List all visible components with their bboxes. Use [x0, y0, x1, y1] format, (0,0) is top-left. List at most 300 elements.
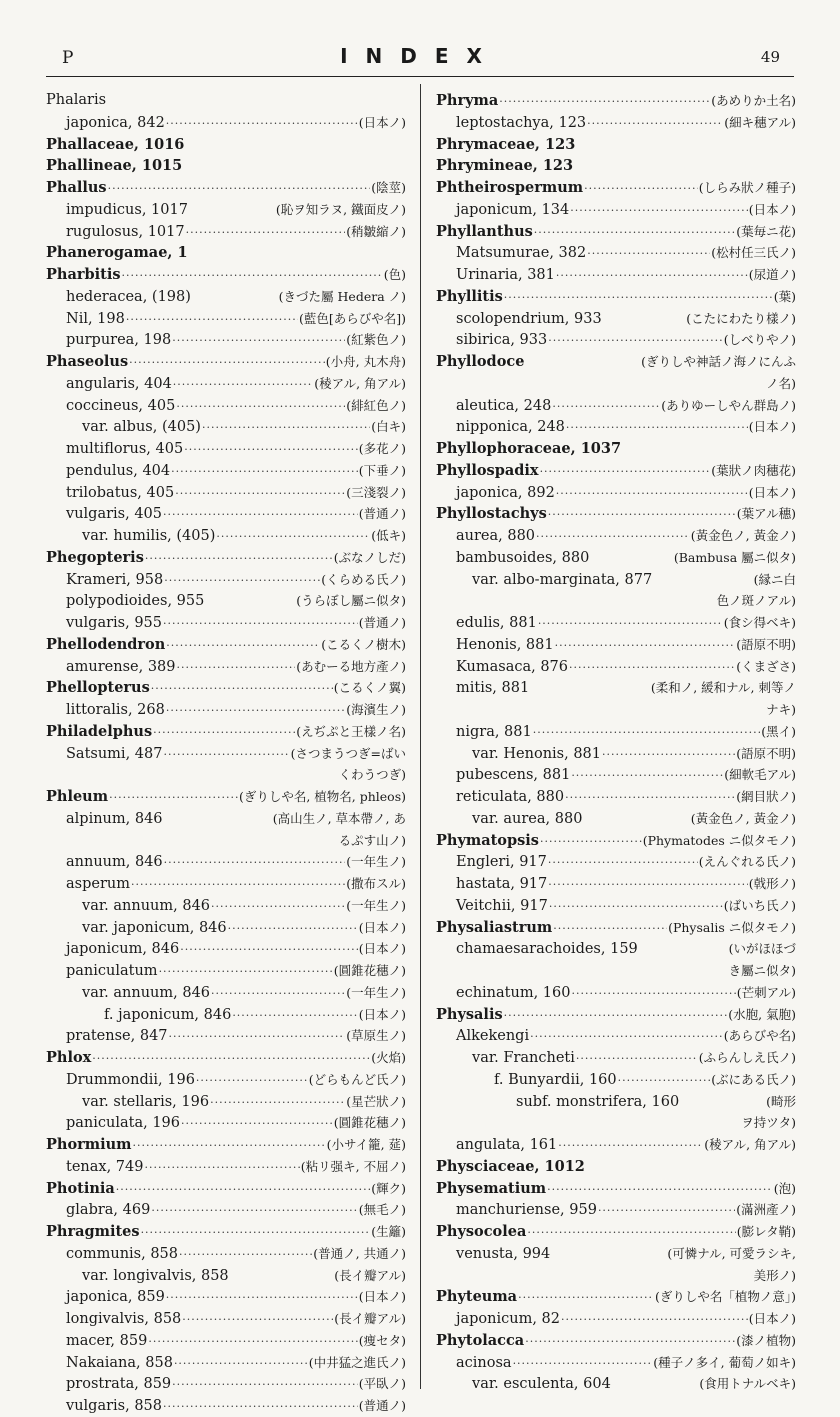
dot-leader: [182, 1309, 333, 1330]
dot-leader: [569, 657, 735, 678]
entry-name: Phellodendron: [46, 635, 166, 653]
gloss-text: (紅紫色ノ): [346, 332, 406, 348]
dot-leader: [552, 396, 660, 417]
dot-leader: [587, 243, 710, 264]
index-entry-species: [436, 329, 796, 351]
dot-leader: [172, 330, 345, 351]
index-entry-species: [436, 851, 796, 873]
gloss-text: (漆ノ植物): [736, 1332, 796, 1348]
dot-leader: [553, 918, 667, 939]
index-entry-species: [46, 1004, 406, 1026]
entry-name: var. stellaris, 196: [82, 1093, 210, 1110]
entry-name: paniculatum: [66, 963, 158, 979]
entry-name: nipponica, 248: [456, 419, 565, 436]
gloss-text: (黃金色ノ, 黃金ノ): [690, 810, 796, 826]
entry-name: var. annuum, 846: [82, 897, 211, 914]
entry-name: edulis, 881: [456, 615, 537, 631]
entry-name: coccineus, 405: [66, 397, 176, 414]
entry-name: Physaliastrum: [436, 918, 553, 936]
index-entry-species: [436, 1352, 796, 1374]
index-entry-species: [436, 873, 796, 895]
gloss-text: (中井猛之進氏ノ): [308, 1354, 406, 1370]
index-entry-species: [436, 743, 796, 765]
index-entry-species: [436, 808, 796, 830]
index-entry-species: [46, 1156, 406, 1178]
dot-leader: [179, 1244, 312, 1265]
index-entry-species: [436, 1047, 796, 1069]
gloss-text: (日本ノ): [748, 1311, 796, 1326]
gloss-text: (普通ノ): [358, 506, 406, 522]
gloss-text: (草原生ノ): [346, 1028, 406, 1044]
entry-name: Phalaris: [46, 92, 107, 108]
dot-leader: [164, 570, 320, 591]
dot-leader: [181, 1113, 333, 1134]
gloss-text: (語原不明): [736, 745, 796, 761]
dot-leader: [166, 635, 320, 656]
index-entry-species: [436, 1069, 796, 1091]
entry-name: Physciaceae, 1012: [436, 1157, 585, 1175]
index-entry-genus: [436, 90, 796, 112]
gloss-text: (日本ノ): [748, 484, 796, 500]
entry-name: alpinum, 846: [66, 810, 163, 827]
index-entry-genus: [436, 917, 796, 939]
entry-name: paniculata, 196: [66, 1115, 181, 1132]
gloss-text: (小舟, 丸木舟): [325, 354, 406, 369]
index-entry-species: [46, 851, 406, 873]
index-entry-genus: [46, 786, 406, 808]
gloss-text: (戟形ノ): [748, 876, 796, 891]
index-entry-genus: [436, 1004, 796, 1026]
dot-leader: [518, 1287, 654, 1308]
index-entry-genus: [46, 677, 406, 699]
index-entry-genus: [46, 1134, 406, 1156]
entry-name: var. humilis, (405): [82, 528, 216, 544]
entry-name: japonica, 892: [456, 484, 555, 501]
entry-name: tenax, 749: [66, 1158, 144, 1175]
gloss-text: (日本ノ): [748, 419, 796, 435]
dot-leader: [570, 200, 748, 221]
entry-name: rugulosus, 1017: [66, 223, 185, 240]
gloss-text: (普通ノ): [358, 615, 406, 630]
gloss-text: (語原不明): [736, 636, 796, 652]
gloss-text: (日本ノ): [358, 114, 406, 130]
gloss-text: (一年生ノ): [346, 984, 406, 1000]
index-entry-species: [46, 612, 406, 634]
dot-leader: [166, 113, 358, 134]
gloss-text: (葉毎ニ花): [736, 223, 796, 239]
gloss-text: (日本ノ): [358, 1006, 406, 1022]
dot-leader: [202, 417, 370, 438]
index-entry-species: [46, 1112, 406, 1134]
index-entry-genus: [46, 634, 406, 656]
gloss-text: (日本ノ): [358, 941, 406, 957]
dot-leader: [108, 178, 371, 199]
dot-leader: [92, 1048, 370, 1069]
entry-name: multiflorus, 405: [66, 441, 184, 457]
gloss-text: (食用トナルベキ): [699, 1376, 796, 1392]
entry-name: nigra, 881: [456, 723, 532, 740]
entry-name: impudicus, 1017: [66, 201, 188, 218]
dot-leader: [186, 222, 346, 243]
index-entry-genus: [436, 177, 796, 199]
entry-name: Physocolea: [436, 1223, 527, 1240]
entry-name: Phyllitis: [436, 287, 503, 305]
index-entry-species: [436, 1308, 796, 1330]
index-entry-genus: [46, 134, 406, 156]
gloss-text: (平臥ノ): [358, 1376, 406, 1392]
section-letter: P: [62, 48, 74, 68]
entry-name: reticulata, 880: [456, 789, 565, 805]
entry-name: Phaseolus: [46, 353, 129, 370]
gloss-text: (しらみ狀ノ種子): [698, 180, 796, 195]
index-entry-species: [46, 656, 406, 678]
index-entry-genus: [436, 286, 796, 308]
entry-name: Phragmites: [46, 1223, 140, 1240]
entry-name: Philadelphus: [46, 722, 153, 740]
entry-name: var. japonicum, 846: [82, 919, 227, 936]
gloss-text: 美形ノ): [753, 1267, 796, 1283]
gloss-text: (一年生ノ): [346, 854, 406, 870]
entry-name: acinosa: [456, 1354, 512, 1371]
gloss-text: (くらめる氏ノ): [321, 571, 406, 587]
dot-leader: [566, 417, 748, 438]
index-entry-species: [46, 917, 406, 939]
gloss-text: (えぢぷと王樣ノ名): [296, 723, 406, 739]
entry-name: polypodioides, 955: [66, 593, 205, 610]
index-entry-genus: [46, 155, 406, 177]
dot-leader: [174, 1353, 308, 1374]
index-entry-genus: [436, 221, 796, 243]
dot-leader: [540, 461, 711, 482]
column-divider: [420, 84, 421, 1389]
entry-name: Nil, 198: [66, 310, 125, 327]
dot-leader: [109, 787, 238, 808]
gloss-text: (こるくノ樹木): [321, 636, 406, 652]
dot-leader: [145, 548, 333, 569]
index-entry-species: [436, 1025, 796, 1047]
index-entry-species: [46, 1373, 406, 1395]
entry-name: japonicum, 846: [66, 941, 180, 958]
entry-name: venusta, 994: [456, 1245, 551, 1262]
index-entry-species: [436, 677, 796, 699]
entry-name: sibirica, 933: [456, 332, 548, 349]
dot-leader: [499, 91, 710, 112]
dot-leader: [180, 939, 358, 960]
gloss-text: (粘リ强キ, 不屈ノ): [300, 1158, 406, 1174]
entry-name: Matsumurae, 382: [456, 245, 587, 262]
index-entry-species: [436, 612, 796, 634]
index-entry-species: [46, 525, 406, 547]
dot-leader: [169, 1026, 346, 1047]
dot-leader: [173, 374, 314, 395]
gloss-text: (一年生ノ): [346, 897, 406, 913]
dot-leader: [536, 526, 690, 547]
entry-name: Phyllophoraceae, 1037: [436, 440, 622, 457]
dot-leader: [153, 722, 295, 743]
dot-leader: [116, 1179, 370, 1200]
entry-name: prostrata, 859: [66, 1376, 172, 1393]
entry-name: leptostachya, 123: [456, 114, 587, 131]
gloss-text: (Phymatodes ニ似タモノ): [642, 832, 796, 848]
index-entry-species: [436, 416, 796, 438]
dot-leader: [513, 1353, 653, 1374]
dot-leader: [166, 1287, 358, 1308]
gloss-text: (葉アル穗): [736, 506, 796, 522]
gloss-text: (畸形: [766, 1093, 796, 1109]
dot-leader: [148, 1331, 357, 1352]
index-entry-species: [46, 1352, 406, 1374]
entry-name: Pharbitis: [46, 266, 121, 283]
index-entry-species: [46, 1025, 406, 1047]
index-entry-species: [46, 438, 406, 460]
gloss-text: (ぎりしや名, 植物名, phleos): [238, 789, 406, 804]
gloss-text: (細キ穗アル): [724, 114, 796, 130]
gloss-text: るぷす山ノ): [338, 832, 406, 848]
entry-name: littoralis, 268: [66, 702, 165, 718]
dot-leader: [126, 309, 298, 330]
gloss-text: (滿洲產ノ): [736, 1202, 796, 1218]
dot-leader: [216, 526, 370, 547]
gloss-text: (ふらんしえ氏ノ): [698, 1050, 796, 1065]
entry-name: Phrymaceae, 123: [436, 135, 576, 153]
index-entry-genus: [46, 721, 406, 743]
dot-leader: [584, 178, 698, 199]
dot-leader: [177, 657, 296, 678]
entry-name: var. annuum, 846: [82, 984, 211, 1001]
gloss-text: (Bambusa 屬ニ似タ): [673, 549, 796, 565]
dot-leader: [548, 504, 736, 525]
gloss-text: (藍色[あらびや名]): [298, 310, 406, 326]
entry-name: Krameri, 958: [66, 571, 164, 588]
entry-name: amurense, 389: [66, 658, 176, 675]
index-entry-species: [46, 199, 406, 221]
index-entry-genus: [436, 1156, 796, 1178]
entry-name: chamaesarachoides, 159: [456, 941, 638, 958]
entry-name: vulgaris, 405: [66, 506, 162, 523]
entry-name: mitis, 881: [456, 680, 530, 697]
entry-name: Satsumi, 487: [66, 745, 163, 762]
index-entry-species: [436, 569, 796, 591]
dot-leader: [164, 852, 346, 873]
dot-leader: [172, 1374, 358, 1395]
dot-leader: [530, 1026, 723, 1047]
index-entry-species: [46, 1243, 406, 1265]
index-entry-genus: [436, 1330, 796, 1352]
index-entry-species: [436, 721, 796, 743]
gloss-text: (種子ノ多イ, 葡萄ノ如キ): [653, 1354, 796, 1370]
entry-name: manchuriense, 959: [456, 1202, 597, 1219]
gloss-text: (無毛ノ): [358, 1202, 406, 1218]
entry-name: Phormium: [46, 1136, 132, 1153]
gloss-text: (低キ): [371, 528, 406, 543]
index-entry-genus: [46, 1178, 406, 1200]
index-entry-species: [46, 808, 406, 830]
entry-name: scolopendrium, 933: [456, 310, 602, 327]
entry-name: var. longivalvis, 858: [82, 1267, 229, 1284]
dot-leader: [548, 330, 723, 351]
index-entry-species: [436, 482, 796, 504]
entry-name: f. japonicum, 846: [104, 1006, 232, 1023]
page-header: [0, 44, 840, 74]
dot-leader: [576, 1048, 698, 1069]
index-column-left: [46, 90, 406, 1417]
gloss-text: (恥ヲ知ラヌ, 鐵面皮ノ): [275, 201, 406, 217]
entry-name: aurea, 880: [456, 528, 536, 544]
index-entry-species: [436, 1243, 796, 1265]
gloss-text: (日本ノ): [358, 919, 406, 935]
gloss-text: (網目狀ノ): [736, 789, 796, 804]
entry-name: japonica, 842: [66, 114, 165, 131]
index-entry-species: [436, 895, 796, 917]
gloss-text: (ばいち氏ノ): [723, 897, 796, 913]
gloss-text: (稜アル, 角アル): [704, 1137, 796, 1152]
index-entry-species: [46, 743, 406, 765]
gloss-text: (圓錐花穗ノ): [333, 1115, 406, 1131]
dot-leader: [133, 1135, 326, 1156]
entry-name: Phellopterus: [46, 679, 150, 697]
gloss-text: (日本ノ): [358, 1289, 406, 1305]
entry-name: var. albus, (405): [82, 419, 201, 436]
page-number: 49: [760, 48, 780, 66]
index-entry-species: [436, 112, 796, 134]
entry-name: Engleri, 917: [456, 854, 547, 871]
index-entry-species: [46, 1199, 406, 1221]
gloss-text: (痩セタ): [358, 1332, 406, 1348]
gloss-text: (高山生ノ, 草本帶ノ, あ: [272, 810, 406, 826]
gloss-text: (撒布スル): [346, 876, 406, 891]
index-entry-species: [436, 264, 796, 286]
dot-leader: [176, 396, 345, 417]
gloss-text: (さつまうつぎ=ばい: [290, 745, 406, 761]
dot-leader: [163, 1396, 358, 1417]
gloss-text: (緋紅色ノ): [346, 397, 406, 413]
dot-leader: [504, 287, 773, 308]
gloss-text: (こるくノ翼): [333, 680, 406, 696]
entry-name: Physematium: [436, 1179, 547, 1197]
index-entry-species: [46, 1308, 406, 1330]
gloss-text: (黃金色ノ, 黃金ノ): [690, 528, 796, 543]
index-entry-species: [46, 373, 406, 395]
entry-name: trilobatus, 405: [66, 484, 175, 501]
entry-continuation: [436, 1265, 796, 1287]
gloss-text: ナキ): [766, 702, 796, 717]
gloss-text: (泡): [773, 1180, 796, 1196]
entry-name: Phyllospadix: [436, 461, 539, 479]
entry-name: Veitchii, 917: [456, 897, 548, 914]
gloss-text: (きづた屬 Hedera ノ): [278, 288, 406, 304]
entry-continuation: [436, 699, 796, 721]
header-rule: [46, 76, 794, 77]
dot-leader: [587, 113, 723, 134]
dot-leader: [175, 483, 345, 504]
entry-name: pubescens, 881: [456, 767, 571, 784]
dot-leader: [547, 1179, 773, 1200]
entry-name: Kumasaca, 876: [456, 658, 568, 675]
gloss-text: (陰莖): [371, 180, 406, 195]
entry-continuation: [46, 830, 406, 852]
dot-leader: [548, 874, 747, 895]
gloss-text: (ぶなノしだ): [333, 549, 406, 565]
dot-leader: [141, 1222, 371, 1243]
dot-leader: [122, 265, 383, 286]
gloss-text: (こたにわたり樣ノ): [686, 310, 796, 326]
index-entry-species: [46, 590, 406, 612]
index-entry-species: [436, 982, 796, 1004]
gloss-text: (縁ニ白: [753, 571, 796, 587]
entry-name: Photinia: [46, 1179, 115, 1197]
index-entry-species: [436, 242, 796, 264]
entry-continuation: [436, 373, 796, 395]
dot-leader: [151, 1200, 357, 1221]
gloss-text: (あむーる地方產ノ): [296, 658, 406, 674]
dot-leader: [504, 1005, 728, 1026]
gloss-text: (ぶにある氏ノ): [711, 1071, 796, 1087]
index-entry-species: [436, 547, 796, 569]
entry-continuation: [436, 960, 796, 982]
index-entry-genus: [46, 351, 406, 373]
gloss-text: (くまざさ): [736, 658, 796, 674]
gloss-text: (松村任三氏ノ): [711, 245, 796, 261]
gloss-text: (海濱生ノ): [346, 702, 406, 717]
index-entry-species: [46, 221, 406, 243]
gloss-text: (Physalis ニ似タモノ): [668, 919, 796, 935]
index-entry-genus: [436, 503, 796, 525]
index-entry-genus: [46, 177, 406, 199]
entry-name: Phyllodoce: [436, 353, 525, 370]
entry-name: japonicum, 134: [456, 201, 570, 218]
entry-name: Phryma: [436, 92, 499, 109]
entry-name: var. aurea, 880: [472, 810, 583, 827]
index-entry-species: [436, 764, 796, 786]
entry-name: angularis, 404: [66, 375, 172, 392]
gloss-text: (輝ク): [371, 1180, 406, 1196]
gloss-text: (長イ瓣アル): [334, 1267, 406, 1283]
entry-continuation: [46, 764, 406, 786]
entry-name: Urinaria, 381: [456, 267, 555, 283]
entry-name: angulata, 161: [456, 1137, 558, 1153]
gloss-text: (柔和ノ, 緩和ナル, 刺等ノ: [650, 680, 796, 696]
gloss-text: (葉狀ノ肉穗花): [711, 462, 796, 478]
entry-name: var. esculenta, 604: [472, 1376, 611, 1393]
gloss-text: (あらびや名): [723, 1028, 796, 1044]
index-entry-species: [436, 1199, 796, 1221]
gloss-text: ノ名): [766, 375, 796, 391]
entry-name: Phlox: [46, 1049, 92, 1066]
gloss-text: (黑イ): [761, 723, 796, 739]
index-entry-genus: [46, 547, 406, 569]
gloss-text: (細軟毛アル): [724, 767, 796, 783]
index-entry-species: [46, 938, 406, 960]
index-entry-species: [46, 329, 406, 351]
entry-name: Phyllostachys: [436, 505, 547, 523]
entry-name: asperum: [66, 876, 130, 892]
gloss-text: (いがほほづ: [728, 941, 796, 957]
index-entry-species: [46, 1091, 406, 1113]
gloss-text: (圓錐花穗ノ): [333, 963, 406, 978]
gloss-text: (普通ノ, 共通ノ): [313, 1245, 406, 1261]
index-entry-species: [46, 1395, 406, 1417]
dot-leader: [211, 896, 345, 917]
dot-leader: [166, 700, 345, 721]
gloss-text: (ぎりしや神話ノ海ノにんふ: [641, 354, 796, 369]
entry-name: hederacea, (198): [66, 288, 191, 305]
index-entry-species: [436, 656, 796, 678]
entry-name: vulgaris, 858: [66, 1398, 162, 1414]
entry-name: bambusoides, 880: [456, 549, 590, 566]
index-entry-species: [46, 460, 406, 482]
index-entry-species: [46, 1069, 406, 1091]
page-title: INDEX: [340, 44, 500, 68]
